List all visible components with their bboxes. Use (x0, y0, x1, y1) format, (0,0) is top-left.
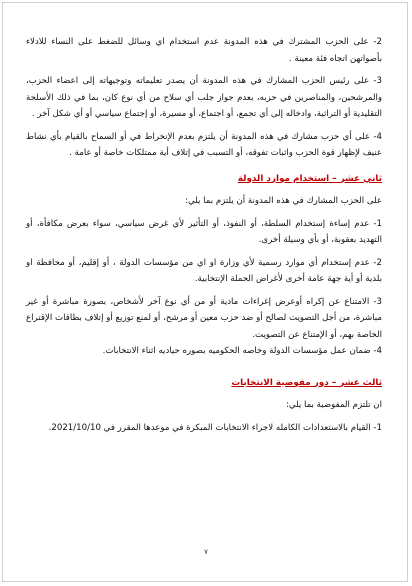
paragraph-4: 4- على أي حزب مشارك في هذه المدونة أن يلتزم بعدم الإنخراط في أو السماح بالقيام بأي نشاط عنيف لإظهار قوة الحزب واثبات تفوقه، أو التسبب في إتلاف أية ممتلكات خاصة أو عامة . (26, 131, 382, 158)
section-12-heading: ثاني عشر – استخدام موارد الدولة (237, 173, 382, 184)
section-13-intro: ان تلتزم المفوضية بما يلي: (285, 400, 382, 410)
section-13-item-1: 1- القيام بالاستعدادات الكامله لاجراء الانتخابات المبكرة في موعدها المقرر في 2021/10/10. (48, 422, 382, 433)
document-body (26, 34, 382, 436)
section-12-item-2: 2- عدم إستخدام أي موارد رسمية لأي وزارة او اي من مؤسسات الدولة ، أو إقليم، أو محافظة او بلدية أو أية جهة عامة أخرى لأغراض الحملة الإنتخابية. (26, 257, 382, 284)
section-12-item-3: 3- الامتناع عن إكراه أوعرض إغراءات مادية أو من أي نوع آخر لأشخاص، بصورة مباشرة أو غير مباشرة، من أجل التصويت لصالح أو ضد حزب معين أو مرشح، أو لمنع توزيع أو إتلاف بطاقات الإقتراع الخاصة بهم، أو الإمتناع عن التصويت. (26, 296, 382, 340)
paragraph-3: 3- على رئيس الحزب المشارك في هذه المدونة أن يصدر تعليماته وتوجيهاته إلى اعضاء الحزب، والمرشحين، والمناصرين في حزبه، بعدم جواز جلب أي سلاح من أي نوع كان، بما في ذلك الأسلحة التقليدية أو التراثية، وادخاله إلى أي تجمع، أو اجتماع، أو مسيرة، أو إجتماع سياسي أو أي شكل آخر . (26, 76, 382, 119)
section-12-item-1: 1- عدم إساءة إستخدام السلطة، أو النفوذ، أو التأثير لأي غرض سياسي، سواء بعرض مكافأة، أو التهديد بعقوبة، أو بأي وسيلة أخرى. (26, 218, 382, 245)
paragraph-2: 2- على الحزب المشترك في هذه المدونة عدم استخدام اي وسائل للضغط على النساء للادلاء بأصواتهن اتجاه فئة معينة . (26, 37, 382, 64)
section-12-item-4: 4- ضمان عمل مؤسسات الدولة وخاصه الحكوميه بصوره حياديه اثناء الانتخابات. (102, 346, 382, 356)
section-13-heading: ثالث عشر – دور مفوضية الانتخابات (231, 377, 382, 388)
section-12-intro: على الحزب المشارك في هذه المدونة أن يلتزم بما يلي: (185, 196, 382, 206)
page-number: ٧ (204, 548, 208, 556)
